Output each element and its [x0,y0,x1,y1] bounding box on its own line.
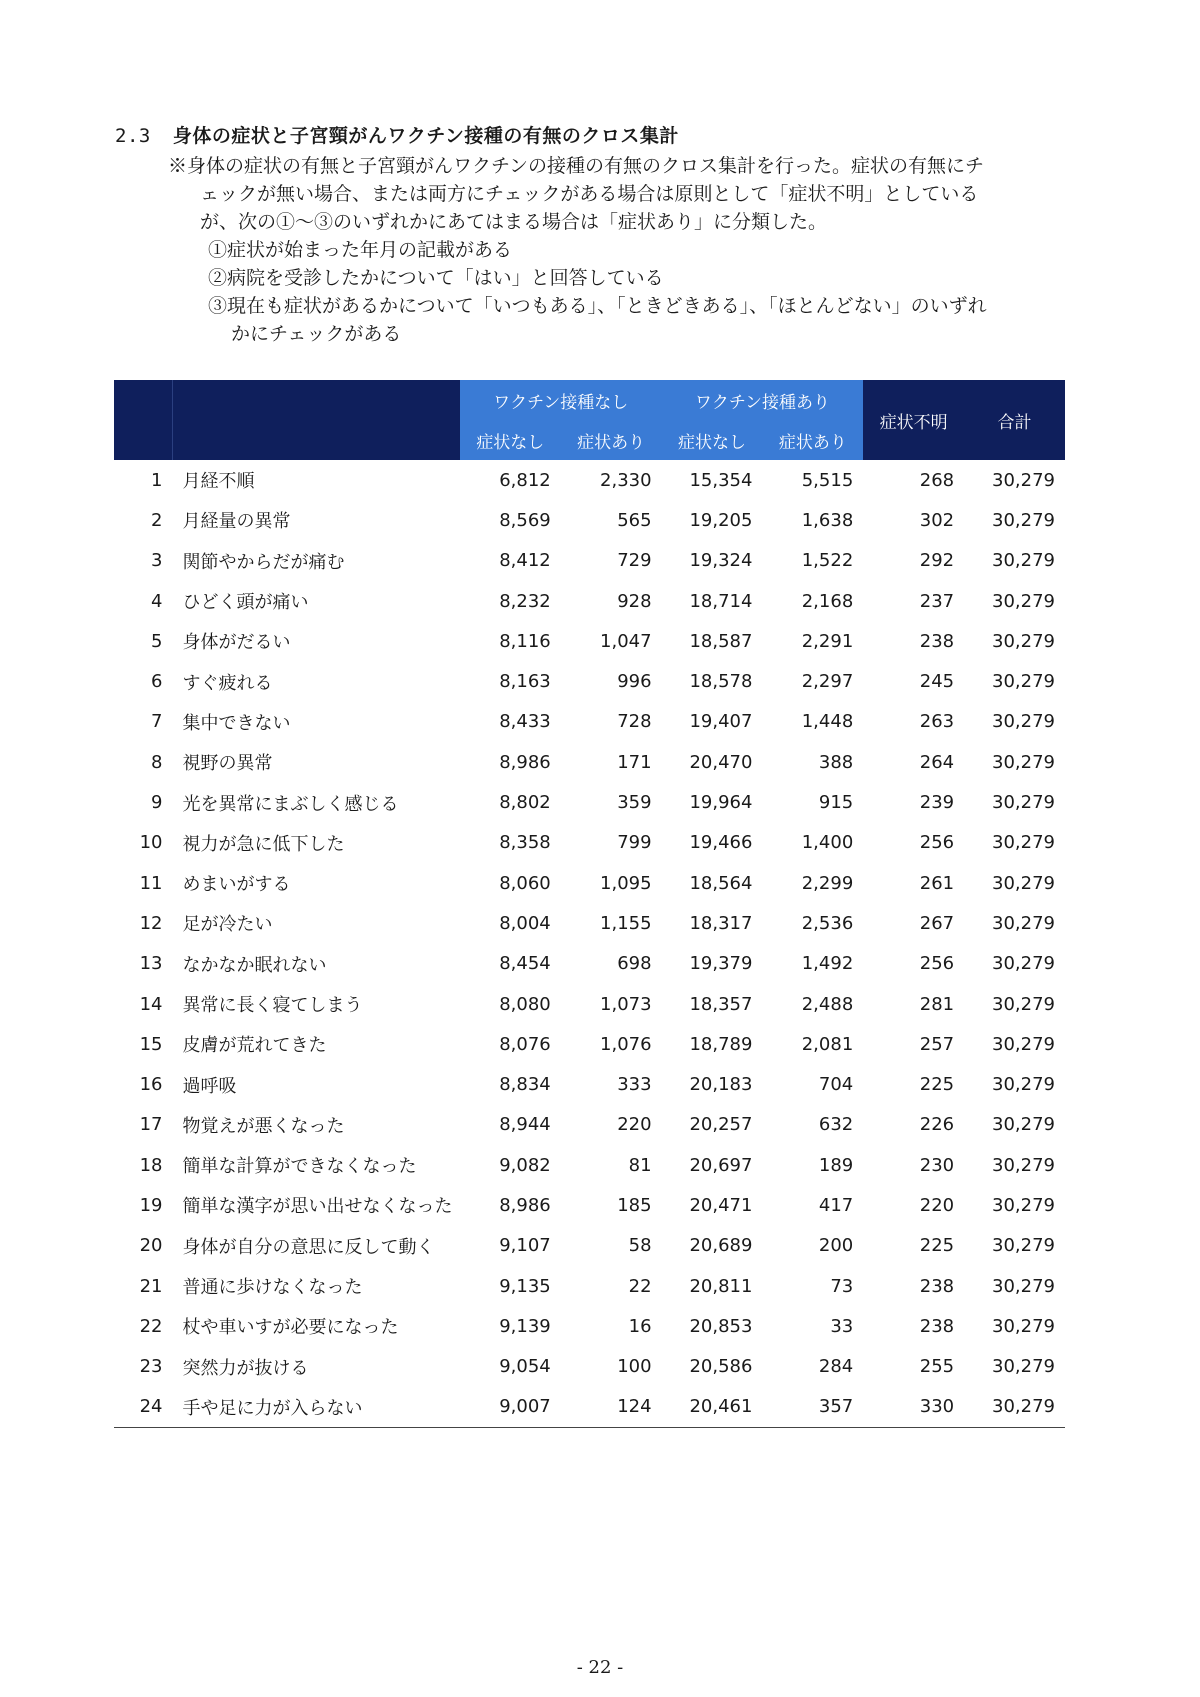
symptom-name: 月経不順 [182,471,255,493]
value-cell: 996 [617,671,652,693]
value-cell: 19,466 [689,832,753,854]
table-body [114,460,1065,1428]
header-group-unvaccinated: ワクチン接種なし [460,380,662,420]
value-cell: 30,279 [992,1356,1055,1378]
value-cell: 1,522 [801,550,854,572]
symptom-name: 皮膚が荒れてきた [182,1035,327,1057]
table-row [114,1145,1065,1185]
value-cell: 915 [818,792,854,814]
value-cell: 18,587 [689,630,753,652]
header-blank-name [172,380,459,460]
table-row [114,1185,1065,1225]
row-number: 15 [139,1033,163,1055]
symptom-name: ひどく頭が痛い [182,592,309,614]
value-cell: 19,324 [689,550,753,572]
table-row [114,1266,1065,1306]
row-number: 3 [151,550,163,572]
value-cell: 8,944 [499,1114,551,1136]
value-cell: 9,082 [499,1154,551,1176]
value-cell: 2,330 [600,469,652,491]
value-cell: 18,317 [689,912,753,934]
value-cell: 281 [919,993,955,1015]
value-cell: 8,412 [499,550,551,572]
value-cell: 220 [919,1194,955,1216]
value-cell: 417 [818,1194,854,1216]
table-row [114,1387,1065,1428]
value-cell: 30,279 [992,469,1055,491]
value-cell: 19,379 [689,953,753,975]
cross-tab-table [114,380,1065,1428]
value-cell: 2,536 [801,912,854,934]
value-cell: 18,564 [689,872,753,894]
value-cell: 238 [919,1315,955,1337]
value-cell: 267 [919,912,955,934]
row-number: 1 [151,469,163,491]
header-sub: 症状なし [460,420,561,460]
table-row [114,1105,1065,1145]
value-cell: 73 [830,1275,854,1297]
row-number: 22 [139,1315,163,1337]
value-cell: 261 [919,872,955,894]
symptom-name: 視野の異常 [182,753,273,775]
symptom-name: 身体がだるい [182,632,291,654]
table-row [114,903,1065,943]
note-condition-1: ①症状が始まった年月の記載がある [208,239,513,261]
row-number: 14 [139,993,163,1015]
value-cell: 30,279 [992,872,1055,894]
symptom-name: 簡単な計算ができなくなった [182,1156,417,1178]
table-row [114,984,1065,1024]
value-cell: 632 [818,1114,854,1136]
symptom-name: 身体が自分の意思に反して動く [182,1236,435,1258]
value-cell: 302 [919,509,955,531]
table-row [114,1306,1065,1346]
value-cell: 30,279 [992,953,1055,975]
value-cell: 20,697 [689,1154,753,1176]
value-cell: 239 [919,792,955,814]
value-cell: 189 [818,1154,854,1176]
value-cell: 237 [919,590,955,612]
value-cell: 30,279 [992,630,1055,652]
value-cell: 8,358 [499,832,551,854]
row-number: 4 [151,590,163,612]
value-cell: 30,279 [992,711,1055,733]
value-cell: 1,076 [600,1033,652,1055]
row-number: 21 [139,1275,163,1297]
value-cell: 30,279 [992,550,1055,572]
table-row [114,1064,1065,1104]
value-cell: 268 [919,469,955,491]
header-blank-no [114,380,172,460]
value-cell: 9,107 [499,1235,551,1257]
value-cell: 20,471 [689,1194,753,1216]
value-cell: 225 [919,1235,955,1257]
row-number: 20 [139,1235,163,1257]
value-cell: 171 [617,751,652,773]
value-cell: 1,448 [801,711,854,733]
value-cell: 20,470 [689,751,753,773]
value-cell: 2,291 [801,630,854,652]
value-cell: 30,279 [992,1114,1055,1136]
note-line: ※身体の症状の有無と子宮頸がんワクチンの接種の有無のクロス集計を行った。症状の有無にチ [168,155,985,177]
header-unknown: 症状不明 [863,380,964,460]
value-cell: 200 [818,1235,854,1257]
symptom-name: 集中できない [182,712,291,734]
row-number: 2 [151,509,163,531]
value-cell: 20,811 [689,1275,753,1297]
value-cell: 8,232 [499,590,551,612]
value-cell: 257 [919,1033,955,1055]
value-cell: 30,279 [992,1235,1055,1257]
value-cell: 100 [617,1356,652,1378]
value-cell: 30,279 [992,912,1055,934]
symptom-name: 関節やからだが痛む [182,551,345,573]
symptom-name: 光を異常にまぶしく感じる [182,793,399,815]
row-number: 5 [151,630,163,652]
value-cell: 2,168 [801,590,854,612]
value-cell: 729 [617,550,652,572]
value-cell: 8,004 [499,912,551,934]
value-cell: 1,047 [600,630,652,652]
value-cell: 255 [919,1356,955,1378]
table-row [114,863,1065,903]
header-sub: 症状あり [762,420,863,460]
value-cell: 238 [919,1275,955,1297]
value-cell: 1,400 [801,832,854,854]
value-cell: 330 [863,1387,964,1428]
value-cell: 225 [919,1074,955,1096]
value-cell: 18,357 [689,993,753,1015]
value-cell: 58 [628,1235,652,1257]
value-cell: 30,279 [992,590,1055,612]
page-number: - 22 - [576,1657,624,1678]
note-condition-3: ③現在も症状があるかについて「いつもある」、「ときどきある」、「ほとんどない」のいずれ [208,295,987,317]
value-cell: 8,076 [499,1033,551,1055]
value-cell: 30,279 [992,1315,1055,1337]
value-cell: 30,279 [992,1275,1055,1297]
note-line: が、次の①～③のいずれかにあてはまる場合は「症状あり」に分類した。 [200,211,828,233]
value-cell: 5,515 [801,469,854,491]
row-number: 16 [139,1074,163,1096]
value-cell: 30,279 [992,751,1055,773]
section-title-text: 身体の症状と子宮頸がんワクチン接種の有無のクロス集計 [172,125,679,147]
value-cell: 20,461 [662,1387,763,1428]
symptom-name: 視力が急に低下した [182,833,345,855]
value-cell: 33 [830,1315,854,1337]
value-cell: 8,060 [499,872,551,894]
value-cell: 333 [617,1074,652,1096]
value-cell: 1,073 [600,993,652,1015]
value-cell: 704 [818,1074,854,1096]
table-row [114,661,1065,701]
symptom-name: 過呼吸 [182,1075,237,1097]
symptom-name: なかなか眠れない [182,954,327,976]
note-paragraph [168,152,1088,348]
value-cell: 18,789 [689,1033,753,1055]
value-cell: 565 [617,509,652,531]
value-cell: 359 [617,792,652,814]
value-cell: 1,638 [801,509,854,531]
value-cell: 30,279 [992,792,1055,814]
value-cell: 18,578 [689,671,753,693]
value-cell: 20,586 [689,1356,753,1378]
value-cell: 9,054 [499,1356,551,1378]
table-row [114,1347,1065,1387]
note-line: ェックが無い場合、または両方にチェックがある場合は原則として「症状不明」としている [200,183,979,205]
value-cell: 8,986 [499,751,551,773]
value-cell: 20,689 [689,1235,753,1257]
value-cell: 2,297 [801,671,854,693]
row-number: 17 [139,1114,163,1136]
symptom-name: 手や足に力が入らない [172,1387,459,1428]
value-cell: 30,279 [992,671,1055,693]
table-row [114,782,1065,822]
symptom-name: 物覚えが悪くなった [182,1115,345,1137]
value-cell: 226 [919,1114,955,1136]
value-cell: 1,155 [600,912,652,934]
row-number: 19 [139,1194,163,1216]
value-cell: 20,853 [689,1315,753,1337]
value-cell: 20,183 [689,1074,753,1096]
value-cell: 8,163 [499,671,551,693]
value-cell: 8,834 [499,1074,551,1096]
value-cell: 2,299 [801,872,854,894]
header-total: 合計 [964,380,1065,460]
value-cell: 19,407 [689,711,753,733]
value-cell: 9,139 [499,1315,551,1337]
row-number: 24 [114,1387,172,1428]
value-cell: 8,116 [499,630,551,652]
value-cell: 256 [919,953,955,975]
table-row [114,541,1065,581]
row-number: 18 [139,1154,163,1176]
value-cell: 799 [617,832,652,854]
value-cell: 30,279 [992,1154,1055,1176]
row-number: 11 [139,872,163,894]
symptom-name: 足が冷たい [182,914,273,936]
value-cell: 8,802 [499,792,551,814]
row-number: 6 [151,671,163,693]
table-row [114,823,1065,863]
value-cell: 19,205 [689,509,753,531]
value-cell: 185 [617,1194,652,1216]
symptom-name: すぐ疲れる [182,672,273,694]
value-cell: 8,080 [499,993,551,1015]
symptom-name: めまいがする [182,874,291,896]
table-row [114,500,1065,540]
value-cell: 263 [919,711,955,733]
symptom-name: 杖や車いすが必要になった [182,1317,399,1339]
value-cell: 30,279 [992,832,1055,854]
value-cell: 22 [628,1275,652,1297]
value-cell: 8,433 [499,711,551,733]
value-cell: 6,812 [499,469,551,491]
value-cell: 357 [762,1387,863,1428]
value-cell: 8,454 [499,953,551,975]
value-cell: 30,279 [992,509,1055,531]
row-number: 9 [151,792,163,814]
header-sub: 症状なし [662,420,763,460]
row-number: 13 [139,953,163,975]
value-cell: 256 [919,832,955,854]
value-cell: 8,986 [499,1194,551,1216]
value-cell: 728 [617,711,652,733]
symptom-name: 異常に長く寝てしまう [182,995,363,1016]
section-number: 2.3 [115,125,151,147]
table-row [114,1226,1065,1266]
value-cell: 8,569 [499,509,551,531]
value-cell: 30,279 [992,1074,1055,1096]
note-line: かにチェックがある [231,323,402,345]
value-cell: 124 [561,1387,662,1428]
row-number: 10 [139,832,163,854]
value-cell: 284 [818,1356,854,1378]
value-cell: 388 [818,751,854,773]
value-cell: 30,279 [964,1387,1065,1428]
value-cell: 30,279 [992,993,1055,1015]
value-cell: 18,714 [689,590,753,612]
value-cell: 19,964 [689,792,753,814]
row-number: 23 [139,1356,163,1378]
table-row [114,944,1065,984]
value-cell: 264 [919,751,955,773]
symptom-name: 突然力が抜ける [182,1357,309,1379]
symptom-name: 普通に歩けなくなった [182,1277,363,1299]
symptom-name: 簡単な漢字が思い出せなくなった [182,1196,453,1218]
value-cell: 1,095 [600,872,652,894]
value-cell: 698 [617,953,652,975]
value-cell: 2,488 [801,993,854,1015]
note-condition-2: ②病院を受診したかについて「はい」と回答している [208,267,664,289]
table-row [114,460,1065,500]
value-cell: 9,135 [499,1275,551,1297]
section-title [115,121,679,148]
value-cell: 1,492 [801,953,854,975]
value-cell: 9,007 [460,1387,561,1428]
value-cell: 928 [617,590,652,612]
table-row [114,581,1065,621]
table-row [114,702,1065,742]
value-cell: 81 [628,1154,652,1176]
value-cell: 230 [919,1154,955,1176]
header-group-vaccinated: ワクチン接種あり [662,380,864,420]
value-cell: 15,354 [689,469,753,491]
value-cell: 292 [919,550,955,572]
value-cell: 20,257 [689,1114,753,1136]
value-cell: 238 [919,630,955,652]
row-number: 7 [151,711,163,733]
table-row [114,742,1065,782]
row-number: 8 [151,751,163,773]
symptom-name: 月経量の異常 [182,511,291,533]
value-cell: 245 [919,671,955,693]
table-row [114,621,1065,661]
value-cell: 220 [617,1114,652,1136]
header-sub: 症状あり [561,420,662,460]
value-cell: 30,279 [992,1194,1055,1216]
value-cell: 2,081 [801,1033,854,1055]
value-cell: 30,279 [992,1033,1055,1055]
value-cell: 16 [628,1315,652,1337]
row-number: 12 [139,912,163,934]
table-row [114,1024,1065,1064]
